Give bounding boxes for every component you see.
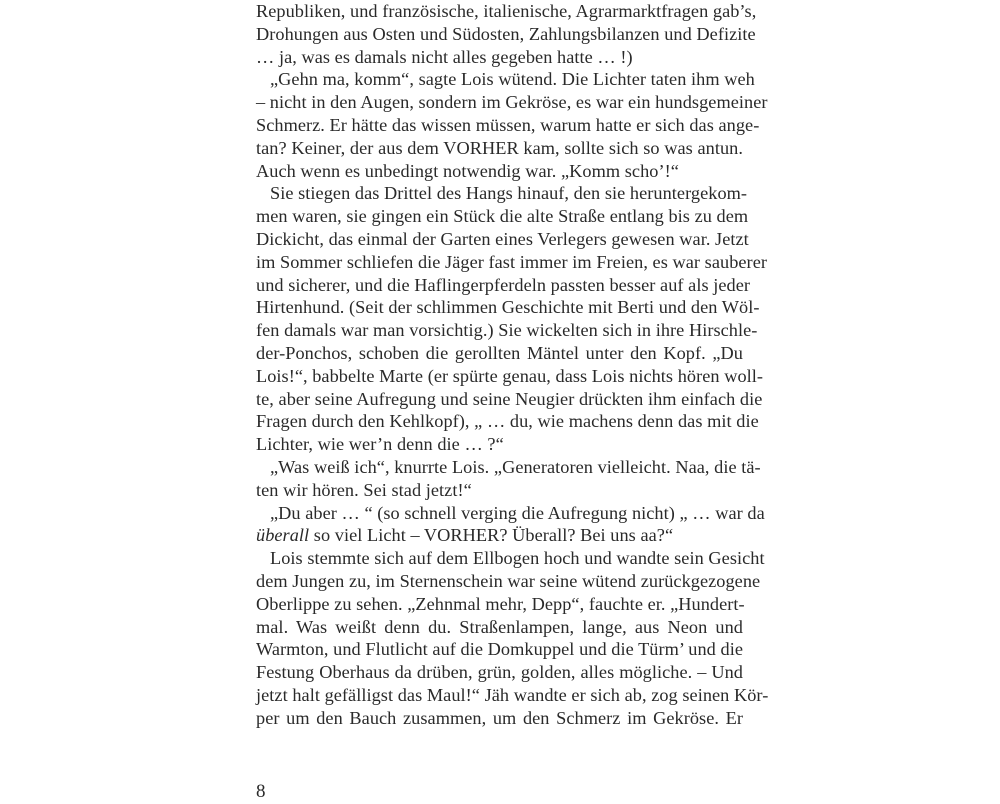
text-line: Drohungen aus Osten und Südosten, Zahlungsbilanzen und Defizite <box>256 23 756 44</box>
text-line: jetzt halt gefälligst das Maul!“ Jäh wandte er sich ab, zog seinen Kör- <box>256 684 769 705</box>
text-line: Dickicht, das einmal der Garten eines Verlegers gewesen war. Jetzt <box>256 228 749 249</box>
body-text <box>256 0 769 730</box>
text-line: Oberlippe zu sehen. „Zehnmal mehr, Depp“, fauchte er. „Hundert- <box>256 593 745 614</box>
text-line: Warmton, und Flutlicht auf die Domkuppel und die Türm’ und die <box>256 639 743 660</box>
text-line: … ja, was es damals nicht alles gegeben hatte … !) <box>256 46 633 67</box>
book-page <box>256 0 769 802</box>
text-line: Schmerz. Er hätte das wissen müssen, warum hatte er sich das ange- <box>256 114 760 135</box>
text-line: überall so viel Licht – VORHER? Überall? Bei uns aa?“ <box>256 525 674 546</box>
text-line: „Gehn ma, komm“, sagte Lois wütend. Die Lichter taten ihm weh <box>270 69 755 90</box>
text-line: mal. Was weißt denn du. Straßenlampen, lange, aus Neon und <box>256 616 743 637</box>
text-line: Lois stemmte sich auf dem Ellbogen hoch und wandte sein Gesicht <box>270 548 765 569</box>
text-line: „Du aber … “ (so schnell verging die Aufregung nicht) „ … war da <box>270 502 765 523</box>
text-line: – nicht in den Augen, sondern im Gekröse, es war ein hundsgemeiner <box>256 92 768 113</box>
text-line: Auch wenn es unbedingt notwendig war. „Komm scho’!“ <box>256 160 679 181</box>
text-line: per um den Bauch zusammen, um den Schmerz im Gekröse. Er <box>256 707 743 728</box>
text-line: te, aber seine Aufregung und seine Neugier drückten ihm einfach die <box>256 388 763 409</box>
text-line: Lois!“, babbelte Marte (er spürte genau, dass Lois nichts hören woll- <box>256 365 764 386</box>
text-line: Sie stiegen das Drittel des Hangs hinauf, den sie heruntergekom- <box>270 183 748 204</box>
page-number: 8 <box>256 781 266 802</box>
text-line: Lichter, wie wer’n denn die … ?“ <box>256 434 504 455</box>
text-line: dem Jungen zu, im Sternenschein war seine wütend zurückgezogene <box>256 570 761 591</box>
text-line: der-Ponchos, schoben die gerollten Mäntel unter den Kopf. „Du <box>256 342 743 363</box>
text-line: und sicherer, und die Haflingerpferdeln passten besser auf als jeder <box>256 274 751 295</box>
text-line: tan? Keiner, der aus dem VORHER kam, sollte sich so was antun. <box>256 137 743 158</box>
text-line: men waren, sie gingen ein Stück die alte Straße entlang bis zu dem <box>256 206 749 227</box>
text-line: fen damals war man vorsichtig.) Sie wickelten sich in ihre Hirschle- <box>256 320 758 341</box>
text-line: „Was weiß ich“, knurrte Lois. „Generatoren vielleicht. Naa, die tä- <box>270 456 761 477</box>
text-line: Festung Oberhaus da drüben, grün, golden, alles mögliche. – Und <box>256 662 743 683</box>
text-line: Fragen durch den Kehlkopf), „ … du, wie machens denn das mit die <box>256 411 759 432</box>
text-line: Hirtenhund. (Seit der schlimmen Geschichte mit Berti und den Wöl- <box>256 297 760 318</box>
text-line: Republiken, und französische, italienische, Agrarmarktfragen gab’s, <box>256 1 757 21</box>
text-line: im Sommer schliefen die Jäger fast immer im Freien, es war sauberer <box>256 251 767 272</box>
text-line: ten wir hören. Sei stad jetzt!“ <box>256 479 472 500</box>
